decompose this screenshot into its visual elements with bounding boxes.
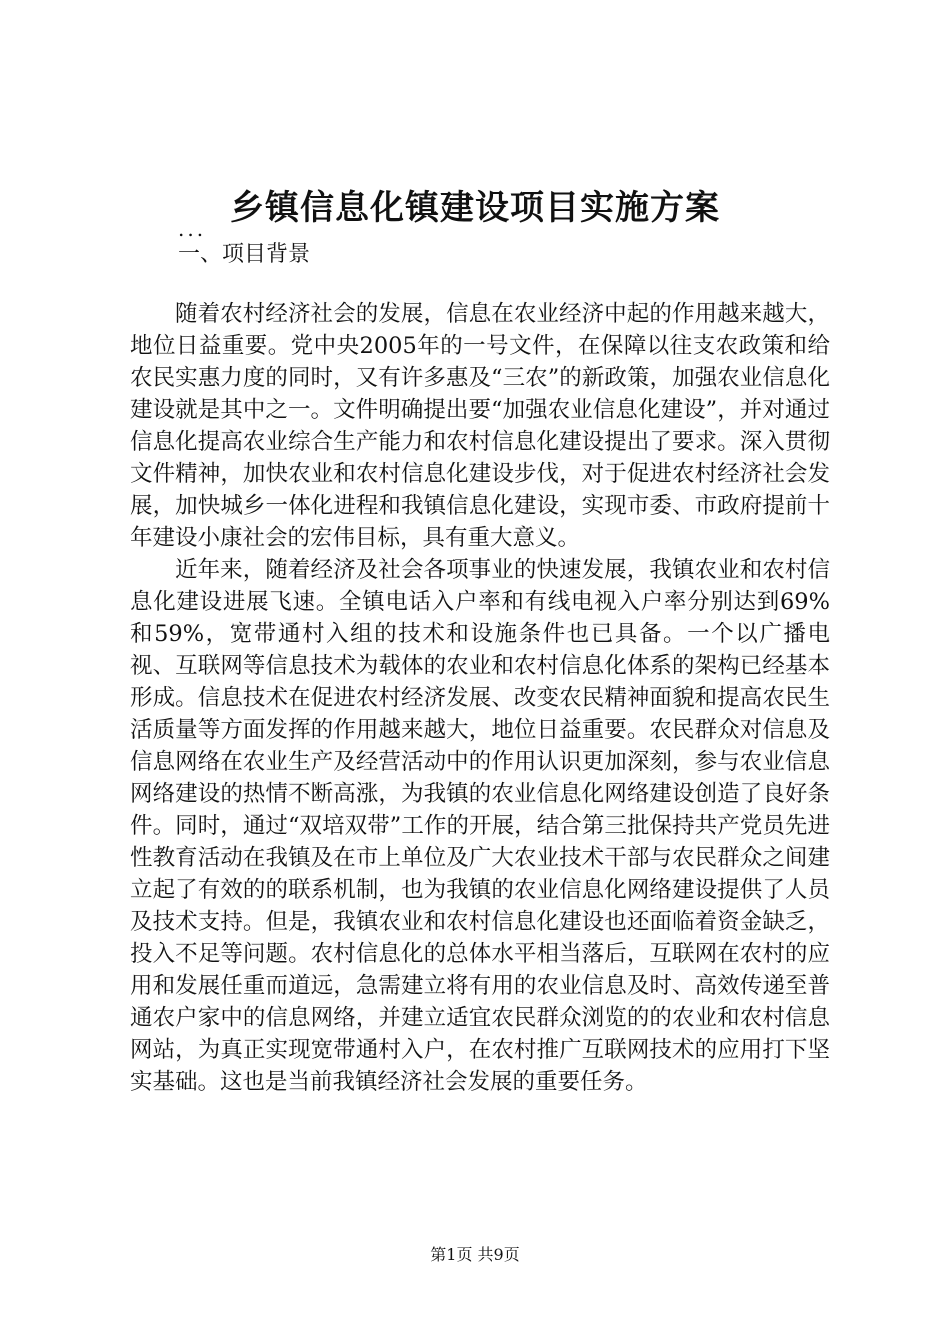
body-paragraph: 近年来，随着经济及社会各项事业的快速发展，我镇农业和农村信息化建设进展飞速。全镇电话入户率和有线电视入户率分别达到69%和59%，宽带通村入组的技术和设施条件也已具备。一个以广播电视、互联网等信息技术为载体的农业和农村信息化体系的架构已经基本形成。信息技术在促进农村经济发展、改变农民精神面貌和提高农民生活质量等方面发挥的作用越来越大，地位日益重要。农民群众对信息及信息网络在农业生产及经营活动中的作用认识更加深刻，参与农业信息网络建设的热情不断高涨，为我镇的农业信息化网络建设创造了良好条件。同时，通过“双培双带”工作的开展，结合第三批保持共产党员先进性教育活动在我镇及在市上单位及广大农业技术干部与农民群众之间建立起了有效的的联系机制，也为我镇的农业信息化网络建设提供了人员及技术支持。但是，我镇农业和农村信息化建设也还面临着资金缺乏，投入不足等问题。农村信息化的总体水平相当落后，互联网在农村的应用和发展任重而道远，急需建立将有用的农业信息及时、高效传递至普通农户家中的信息网络，并建立适宜农民群众浏览的的农业和农村信息网站，为真正实现宽带通村入户，在农村推广互联网技术的应用打下坚实基础。这也是当前我镇经济社会发展的重要任务。 <box>130 557 830 1095</box>
document-body <box>130 298 830 1098</box>
ellipsis-marker: ... <box>178 217 207 241</box>
section-heading: 一、项目背景 <box>178 242 311 267</box>
body-paragraph: 随着农村经济社会的发展，信息在农业经济中起的作用越来越大，地位日益重要。党中央2005年的一号文件，在保障以往支农政策和给农民实惠力度的同时，又有许多惠及“三农”的新政策，加强农业信息化建设就是其中之一。文件明确提出要“加强农业信息化建设”，并对通过信息化提高农业综合生产能力和农村信息化建设提出了要求。深入贯彻文件精神，加快农业和农村信息化建设步伐，对于促进农村经济社会发展，加快城乡一体化进程和我镇信息化建设，实现市委、市政府提前十年建设小康社会的宏伟目标，具有重大意义。 <box>130 301 830 551</box>
page-number-footer: 第1页 共9页 <box>430 1245 520 1264</box>
document-title: 乡镇信息化镇建设项目实施方案 <box>230 188 720 228</box>
